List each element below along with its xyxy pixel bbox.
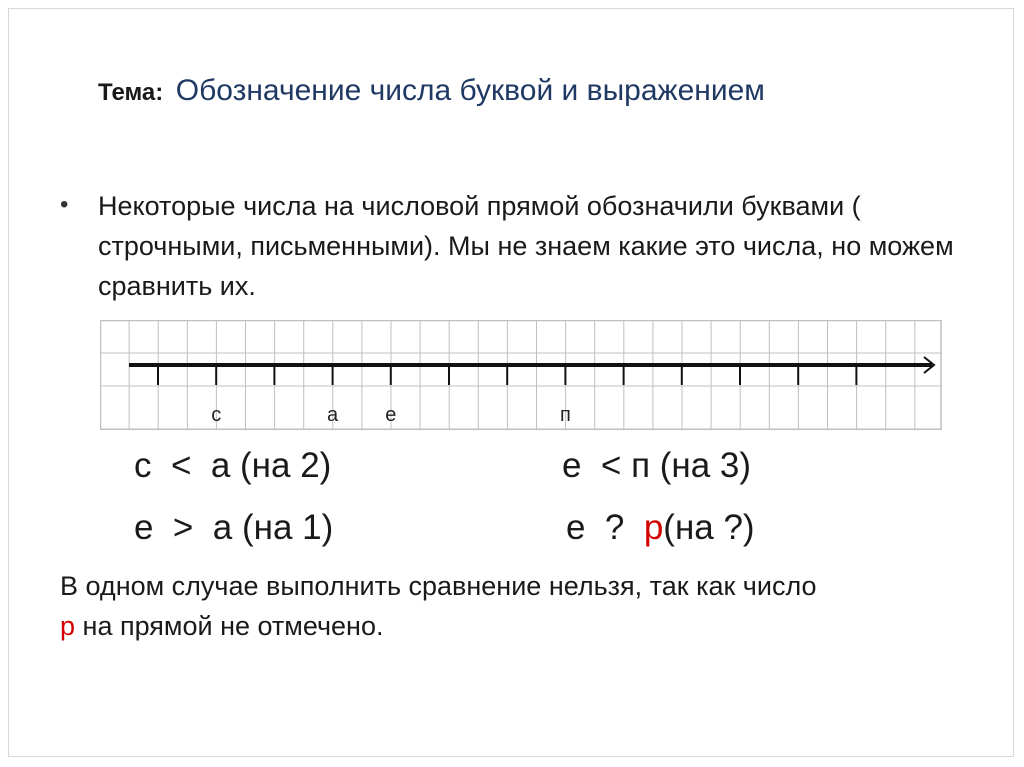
number-line-label-а: а	[327, 404, 339, 426]
bullet-icon: •	[60, 191, 69, 218]
title-label: Тема:	[98, 79, 164, 106]
comparison-e-r-suffix: (на ?)	[663, 508, 755, 547]
conclusion-highlight: р	[60, 611, 76, 641]
number-line-label-с: с	[211, 404, 222, 426]
comparison-c-a: с < а (на 2)	[134, 446, 332, 485]
slide-title	[98, 74, 765, 108]
conclusion-paragraph	[60, 566, 990, 646]
title-text: Обозначение числа буквой и выражением	[175, 74, 765, 107]
comparison-e-r-prefix: е ?	[566, 508, 644, 547]
comparison-e-a: е > а (на 1)	[134, 508, 334, 547]
conclusion-line2: на прямой не отмечено.	[75, 611, 384, 641]
number-line-figure	[100, 320, 942, 430]
conclusion-line1: В одном случае выполнить сравнение нельзя, так как число	[60, 571, 817, 601]
number-line-label-п: п	[559, 404, 571, 426]
number-line-grid	[100, 320, 942, 430]
number-line-label-е: е	[385, 404, 397, 426]
comparison-e-p: е < п (на 3)	[562, 446, 752, 485]
comparison-e-r-highlight: р	[643, 508, 664, 547]
comparison-e-r	[566, 508, 755, 548]
intro-paragraph: Некоторые числа на числовой прямой обозначили буквами ( строчными, письменными). Мы не знаем какие это числа, но можем сравнить их.	[98, 191, 954, 301]
